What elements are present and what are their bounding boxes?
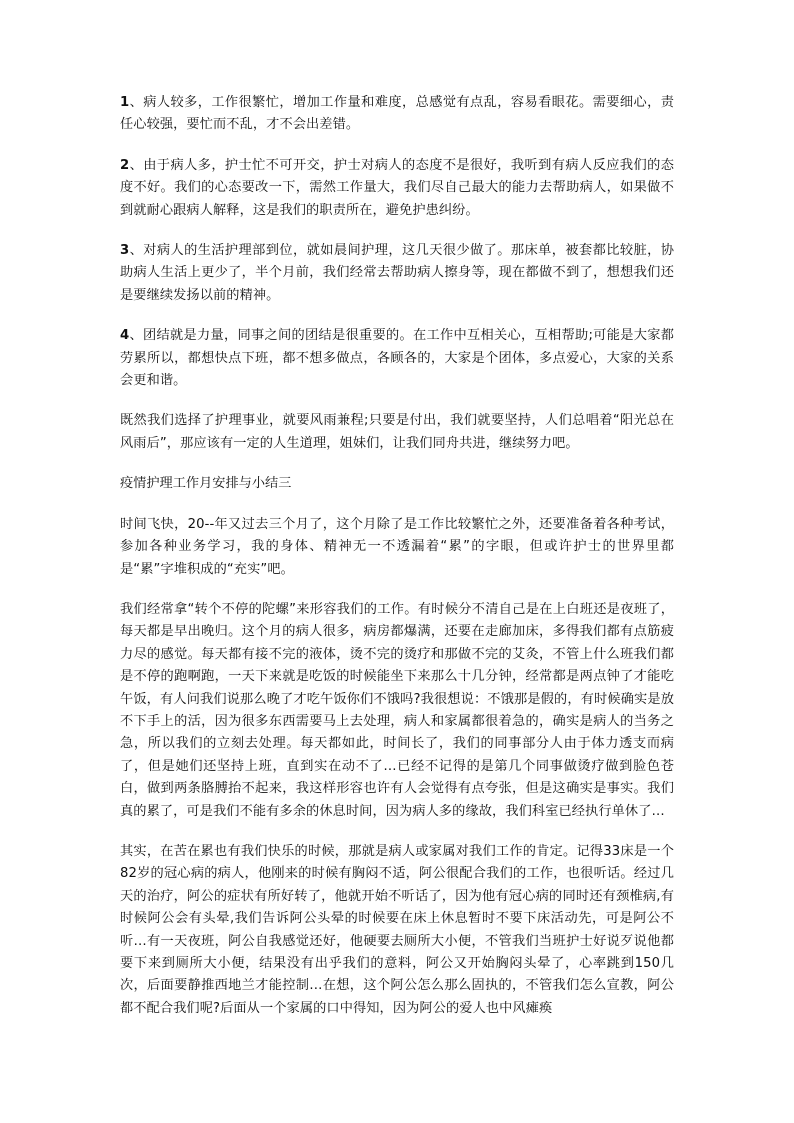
paragraph-text: 、病人较多，工作很繁忙，增加工作量和难度，总感觉有点乱，容易看眼花。需要细心，责任心较强，要忙而不乱，才不会出差错。 xyxy=(120,95,674,133)
paragraph-number: 2 xyxy=(120,157,130,173)
paragraph-number: 1 xyxy=(120,95,130,110)
paragraph-text: 其实，在苦在累也有我们快乐的时候，那就是病人或家属对我们工作的肯定。记得33床是一个82岁的冠心病的病人，他刚来的时候有胸闷不适，阿公很配合我们的工作，也很听话。经过几天的治疗，阿公的症状有所好转了，他就开始不听话了，因为他有冠心病的同时还有颈椎病,有时候阿公会有头晕,我们告诉阿公头晕的时候要在床上休息暂时不要下床活动先，可是阿公不听…有一天夜班，阿公自我感觉还好，他硬要去厕所大小便，不管我们当班护士好说歹说他都要下来到厕所大小便，结果没有出乎我们的意料，阿公又开始胸闷头晕了，心率跳到150几次，后面要静推西地兰才能控制…在想，这个阿公怎么那么固执的，不管我们怎么宣教，阿公都不配合我们呢?后面从一个家属的口中得知，因为阿公的爱人也中风瘫痪 xyxy=(120,843,674,1016)
paragraph-1 xyxy=(120,92,674,137)
body-paragraph-3 xyxy=(120,841,674,1020)
paragraph-text: 我们经常拿“转个不停的陀螺”来形容我们的工作。有时候分不清自己是在上白班还是夜班了，每天都是早出晚归。这个月的病人很多，病房都爆满，还要在走廊加床，多得我们都有点筋疲力尽的感觉。每天都有接不完的液体，烫不完的烫疗和那做不完的艾灸，不管上什么班我们都是不停的跑啊跑，一天下来就是吃饭的时候能坐下来那么十几分钟，经常都是两点钟了才能吃午饭，有人问我们说那么晚了才吃午饭你们不饿吗?我很想说：不饿那是假的，有时候确实是放不下手上的活，因为很多东西需要马上去处理，病人和家属都很着急的，确实是病人的当务之急，所以我们的立刻去处理。每天都如此，时间长了，我们的同事部分人由于体力透支而病了，但是她们还坚持上班，直到实在动不了…已经不记得的是第几个同事做烫疗做到脸色苍白，做到两条胳膊抬不起来，我这样形容也许有人会觉得有点夸张，但是这确实是事实。我们真的累了，可是我们不能有多余的休息时间，因为病人多的缘故，我们科室已经执行单休了… xyxy=(120,601,674,819)
paragraph-3 xyxy=(120,240,674,307)
paragraph-4 xyxy=(120,325,674,392)
body-paragraph-2 xyxy=(120,599,674,823)
paragraph-number: 4 xyxy=(120,328,130,344)
paragraph-text: 既然我们选择了护理事业，就要风雨兼程;只要是付出，我们就要坚持，人们总唱着“阳光总在风雨后”，那应该有一定的人生道理，姐妹们，让我们同舟共进，继续努力吧。 xyxy=(120,413,674,451)
paragraph-text: 时间飞快，20--年又过去三个月了，这个月除了是工作比较繁忙之外，还要准备着各种考试，参加各种业务学习，我的身体、精神无一不透漏着“累”的字眼，但或许护士的世界里都是“累”字堆积成的“充实”吧。 xyxy=(120,516,674,577)
paragraph-text: 、团结就是力量，同事之间的团结是很重要的。在工作中互相关心，互相帮助;可能是大家都劳累所以，都想快点下班，都不想多做点，各顾各的，大家是个团体，多点爱心，大家的关系会更和谐。 xyxy=(120,328,674,389)
paragraph-2 xyxy=(120,155,674,222)
body-paragraph-1 xyxy=(120,514,674,581)
paragraph-number: 3 xyxy=(120,243,130,259)
paragraph-text: 、对病人的生活护理部到位，就如晨间护理，这几天很少做了。那床单，被套都比较脏，协助病人生活上更少了，半个月前，我们经常去帮助病人擦身等，现在都做不到了，想想我们还是要继续发扬以前的精神。 xyxy=(120,243,674,303)
section-heading: 疫情护理工作月安排与小结三 xyxy=(120,476,292,492)
paragraph-5 xyxy=(120,410,674,455)
paragraph-text: 、由于病人多，护士忙不可开交，护士对病人的态度不是很好，我听到有病人反应我们的态度不好。我们的心态要改一下，需然工作量大，我们尽自己最大的能力去帮助病人，如果做不到就耐心跟病人解释，这是我们的职责所在，避免护患纠纷。 xyxy=(120,157,674,218)
